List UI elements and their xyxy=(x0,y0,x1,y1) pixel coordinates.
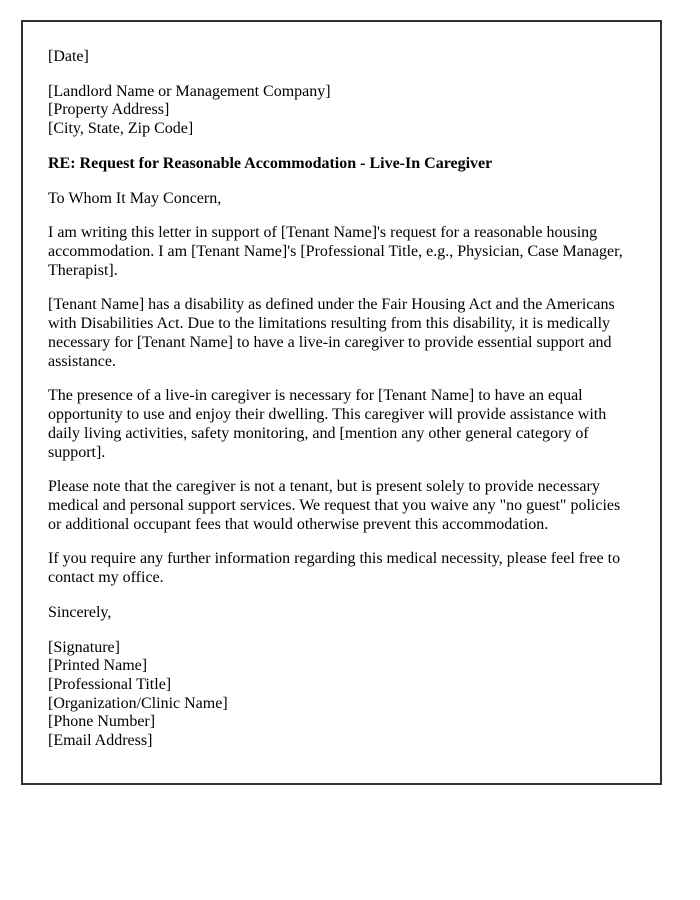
signature-line-printed-name: [Printed Name] xyxy=(48,657,148,675)
recipient-block xyxy=(48,83,633,139)
signature-block xyxy=(48,639,633,751)
recipient-line-landlord: [Landlord Name or Management Company] xyxy=(48,82,331,100)
letter-document xyxy=(21,20,662,785)
recipient-line-address: [Property Address] xyxy=(48,101,170,119)
closing: Sincerely, xyxy=(48,603,112,621)
body-paragraph-necessity: The presence of a live-in caregiver is necessary for [Tenant Name] to have an equal opportunity to use and enjoy their dwelling. This caregiver will provide assistance with daily living activities, safety monitoring, and [mention any other general category of support]. xyxy=(48,387,607,461)
body-paragraph-not-tenant: Please note that the caregiver is not a tenant, but is present solely to provide necessary medical and personal support services. We request that you waive any "no guest" policies or additional occupant fees that would otherwise prevent this accommodation. xyxy=(48,478,621,533)
body-paragraph-contact: If you require any further information regarding this medical necessity, please feel free to contact my office. xyxy=(48,550,621,587)
signature-line-professional-title: [Professional Title] xyxy=(48,675,172,693)
signature-line-email: [Email Address] xyxy=(48,732,153,750)
body-paragraph-intro: I am writing this letter in support of [Tenant Name]'s request for a reasonable housing accommodation. I am [Tenant Name]'s [Professional Title, e.g., Physician, Case Manager, Therapist]. xyxy=(48,224,623,279)
signature-line-signature: [Signature] xyxy=(48,638,120,656)
subject-line: RE: Request for Reasonable Accommodation - Live-In Caregiver xyxy=(48,154,493,172)
body-paragraph-disability: [Tenant Name] has a disability as defined under the Fair Housing Act and the Americans with Disabilities Act. Due to the limitations resulting from this disability, it is medically necessary for [Tenant Name] to have a live-in caregiver to provide essential support and assistance. xyxy=(48,296,615,370)
signature-line-phone: [Phone Number] xyxy=(48,713,156,731)
salutation: To Whom It May Concern, xyxy=(48,189,222,207)
recipient-line-city-state-zip: [City, State, Zip Code] xyxy=(48,120,194,138)
signature-line-organization: [Organization/Clinic Name] xyxy=(48,694,228,712)
date-line: [Date] xyxy=(48,48,89,65)
